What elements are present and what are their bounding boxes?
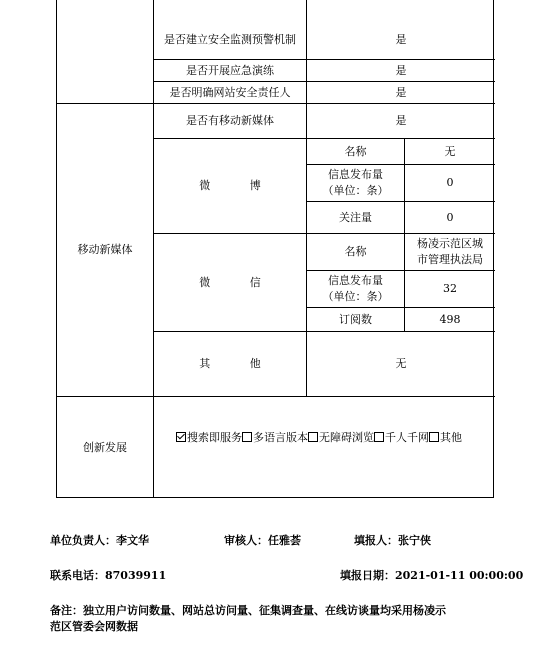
checkbox-checked-icon[interactable] (176, 432, 186, 442)
label-weibo: 微 博 (199, 179, 279, 192)
wechat-name-label: 名称 (344, 245, 367, 258)
weibo-posts-label: 信息发布量 （单位：条） (322, 168, 389, 197)
option-other[interactable]: 其他 (429, 430, 462, 446)
filler: 填报人：张宁侠 (354, 534, 431, 547)
checkbox-icon[interactable] (374, 432, 384, 442)
label-has-mobile-media: 是否有移动新媒体 (186, 114, 274, 127)
label-security-owner: 是否明确网站安全责任人 (169, 85, 291, 99)
note-line-1: 备注：独立用户访问数量、网站总访问量、征集调查量、在线访谈量均采用杨凌示 (50, 604, 446, 617)
value-emergency-drill: 是 (395, 63, 407, 77)
option-personalized[interactable]: 千人千网 (374, 430, 429, 446)
label-mobile-media: 移动新媒体 (77, 243, 133, 256)
option-accessibility[interactable]: 无障碍浏览 (308, 430, 374, 446)
value-security-owner: 是 (395, 85, 407, 99)
wechat-subs-value: 498 (439, 312, 461, 326)
label-wechat: 微 信 (199, 275, 279, 289)
reviewer: 审核人：任雅荟 (224, 534, 301, 547)
label-security-monitoring: 是否建立安全监测预警机制 (164, 32, 296, 46)
contact-phone: 联系电话：87039911 (50, 569, 167, 582)
checkbox-icon[interactable] (242, 432, 252, 442)
value-other-media: 无 (395, 357, 407, 370)
weibo-name-value: 无 (444, 144, 456, 158)
value-security-monitoring: 是 (395, 32, 407, 46)
value-has-mobile-media: 是 (395, 114, 407, 127)
wechat-subs-label: 订阅数 (339, 312, 372, 326)
weibo-name-label: 名称 (344, 144, 367, 158)
innovation-options (154, 397, 495, 479)
label-innovation: 创新发展 (83, 440, 127, 454)
wechat-name-value: 杨凌示范区城 市管理执法局 (417, 237, 483, 266)
wechat-posts-value: 32 (443, 282, 457, 295)
unit-head: 单位负责人：李文华 (50, 534, 149, 547)
weibo-follow-label: 关注量 (339, 210, 372, 224)
checkbox-icon[interactable] (429, 432, 439, 442)
label-emergency-drill: 是否开展应急演练 (186, 63, 274, 77)
option-search-service[interactable]: 搜索即服务 (176, 430, 242, 446)
weibo-posts-value: 0 (446, 176, 454, 189)
note-line-2: 范区管委会网数据 (50, 620, 138, 633)
label-other-media: 其 他 (199, 357, 279, 370)
checkbox-icon[interactable] (308, 432, 318, 442)
fill-date: 填报日期：2021-01-11 00:00:00 (340, 569, 524, 582)
weibo-follow-value: 0 (446, 210, 454, 224)
option-multilingual[interactable]: 多语言版本 (242, 430, 308, 446)
wechat-posts-label: 信息发布量 （单位：条） (322, 274, 389, 303)
site-info-table (56, 0, 494, 498)
